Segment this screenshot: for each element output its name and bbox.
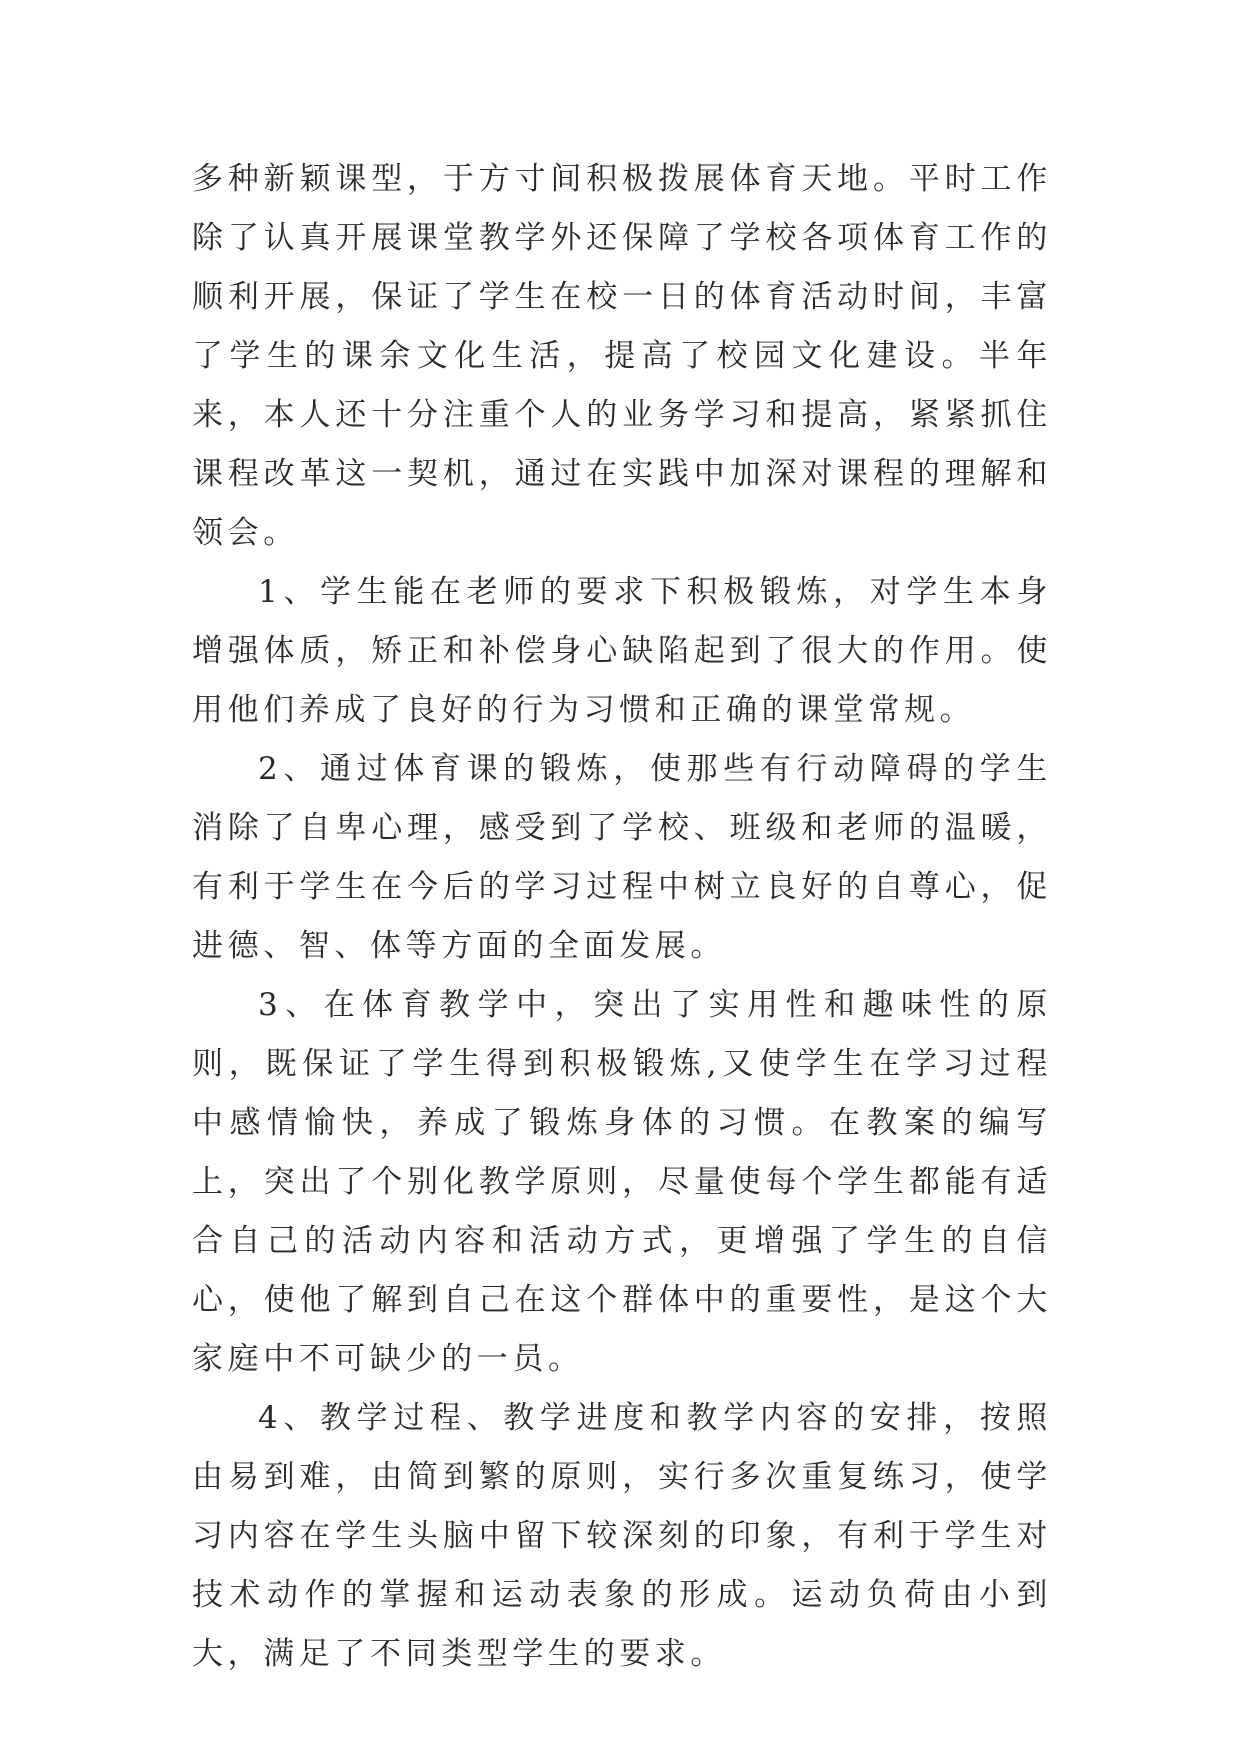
paragraph-item-4: 4、教学过程、教学进度和教学内容的安排，按照由易到难，由简到繁的原则，实行多次重复练习，使学习内容在学生头脑中留下较深刻的印象，有利于学生对技术动作的掌握和运动表象的形成。运动负荷由小到大，满足了不同类型学生的要求。 [192,1400,1052,1672]
paragraph-intro: 多种新颖课型，于方寸间积极拨展体育天地。平时工作除了认真开展课堂教学外还保障了学校各项体育工作的顺利开展，保证了学生在校一日的体育活动时间，丰富了学生的课余文化生活，提高了校园文化建设。半年来，本人还十分注重个人的业务学习和提高，紧紧抓住课程改革这一契机，通过在实践中加深对课程的理解和领会。 [192,161,1052,551]
paragraph-item-1: 1、学生能在老师的要求下积极锻炼，对学生本身增强体质，矫正和补偿身心缺陷起到了很大的作用。使用他们养成了良好的行为习惯和正确的课堂常规。 [192,574,1052,728]
paragraph-item-2: 2、通过体育课的锻炼，使那些有行动障碍的学生消除了自卑心理，感受到了学校、班级和老师的温暖，有利于学生在今后的学习过程中树立良好的自尊心，促进德、智、体等方面的全面发展。 [192,751,1052,964]
document-body [192,150,1052,1684]
paragraph-item-3: 3、在体育教学中，突出了实用性和趣味性的原则，既保证了学生得到积极锻炼,又使学生在学习过程中感情愉快，养成了锻炼身体的习惯。在教案的编写上，突出了个别化教学原则，尽量使每个学生都能有适合自己的活动内容和活动方式，更增强了学生的自信心，使他了解到自己在这个群体中的重要性，是这个大家庭中不可缺少的一员。 [192,987,1052,1377]
